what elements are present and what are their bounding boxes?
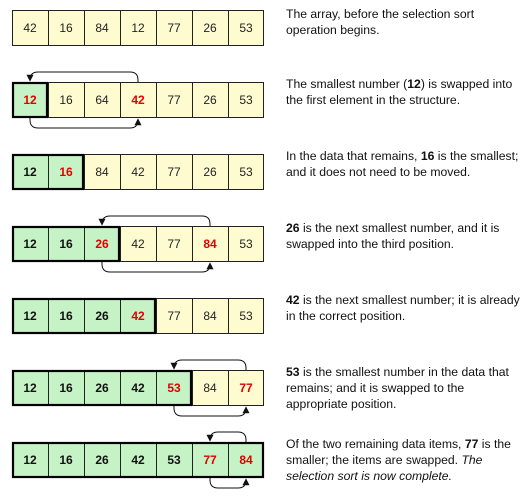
array-cell: 42 <box>12 10 48 46</box>
array-cell: 12 <box>12 298 48 334</box>
swap-arrow-top <box>174 360 246 370</box>
array-outline <box>13 83 264 118</box>
description-segment: 16 <box>420 149 435 163</box>
array-cell: 84 <box>192 298 228 334</box>
swap-arrow-top <box>210 432 246 442</box>
array-cell: 16 <box>48 82 84 118</box>
array-cell: 26 <box>192 10 228 46</box>
array-cell: 42 <box>120 298 156 334</box>
array-cell: 42 <box>120 82 156 118</box>
array-cell: 16 <box>48 154 84 190</box>
array-cell: 84 <box>84 10 120 46</box>
array-cell: 77 <box>228 370 264 406</box>
array-cell: 12 <box>120 10 156 46</box>
swap-arrow-top <box>102 216 210 226</box>
swap-arrow-bottom <box>102 262 210 272</box>
array-cell: 16 <box>48 370 84 406</box>
array-cell: 84 <box>84 154 120 190</box>
swap-arrow-bottom <box>174 406 246 416</box>
array-cell: 12 <box>12 154 48 190</box>
description-segment: is the smallest; and it does not need to be moved. <box>286 149 519 179</box>
array-cell: 84 <box>228 442 264 478</box>
array-cell: 26 <box>84 298 120 334</box>
description-segment: 26 <box>286 221 300 235</box>
swap-arrow-bottom <box>210 478 246 488</box>
array-cell: 53 <box>228 298 264 334</box>
description-segment: 77 <box>464 437 479 451</box>
array-cell: 42 <box>120 226 156 262</box>
description-segment: The array, before the selection sort operation begins. <box>286 7 475 37</box>
array-cell: 26 <box>192 154 228 190</box>
description-segment: is the next smallest number, and it is swapped into the third position. <box>286 221 500 251</box>
array-cell: 12 <box>12 370 48 406</box>
array-cell: 12 <box>12 442 48 478</box>
sorted-region-border <box>13 227 119 261</box>
array-cell: 53 <box>228 154 264 190</box>
array-cell: 53 <box>156 442 192 478</box>
description-segment: Of the two remaining data items, <box>286 437 465 451</box>
array-outline <box>13 443 264 478</box>
array-cell: 16 <box>48 226 84 262</box>
array-cell: 77 <box>156 82 192 118</box>
array-cell: 53 <box>228 10 264 46</box>
sorted-region-border <box>13 371 191 405</box>
array-outline <box>13 227 264 262</box>
description-segment: ) is swapped into the first element in the structure. <box>286 77 513 107</box>
array-cell: 64 <box>84 82 120 118</box>
description-segment: In the data that remains, <box>286 149 421 163</box>
array-cell: 26 <box>192 82 228 118</box>
array-cell: 12 <box>12 82 48 118</box>
array-cell: 53 <box>156 370 192 406</box>
sorted-region-border <box>13 83 47 117</box>
array-outline <box>13 371 264 406</box>
description-segment: 53 <box>286 365 300 379</box>
array-cell: 77 <box>156 10 192 46</box>
array-cell: 42 <box>120 154 156 190</box>
array-cell: 53 <box>228 82 264 118</box>
swap-arrow-bottom <box>30 118 138 128</box>
array-cell: 77 <box>192 442 228 478</box>
description-segment: is the next smallest number; it is already in the correct position. <box>286 293 520 323</box>
array-cell: 26 <box>84 370 120 406</box>
array-cell: 26 <box>84 226 120 262</box>
array-cell: 42 <box>120 370 156 406</box>
swap-arrow-top <box>30 72 138 82</box>
array-outline <box>13 299 264 334</box>
array-cell: 16 <box>48 442 84 478</box>
array-cell: 84 <box>192 226 228 262</box>
description-segment: is the smaller; the items are swapped. <box>286 437 511 467</box>
description-segment: 42 <box>286 293 300 307</box>
array-outline <box>13 155 264 190</box>
array-cell: 16 <box>48 10 84 46</box>
array-cell: 77 <box>156 226 192 262</box>
description-segment: The smallest number ( <box>286 77 408 91</box>
array-cell: 12 <box>12 226 48 262</box>
description-segment: The selection sort is now complete. <box>286 453 483 483</box>
array-cell: 16 <box>48 298 84 334</box>
array-cell: 77 <box>156 154 192 190</box>
array-cell: 53 <box>228 226 264 262</box>
description-segment: 12 <box>407 77 421 91</box>
sorted-region-border <box>13 443 263 477</box>
description-segment: is the smallest number in the data that remains; and it is swapped to the appropriate position. <box>286 365 509 411</box>
array-cell: 42 <box>120 442 156 478</box>
array-cell: 77 <box>156 298 192 334</box>
array-cell: 84 <box>192 370 228 406</box>
array-cell: 26 <box>84 442 120 478</box>
array-outline <box>13 11 264 46</box>
